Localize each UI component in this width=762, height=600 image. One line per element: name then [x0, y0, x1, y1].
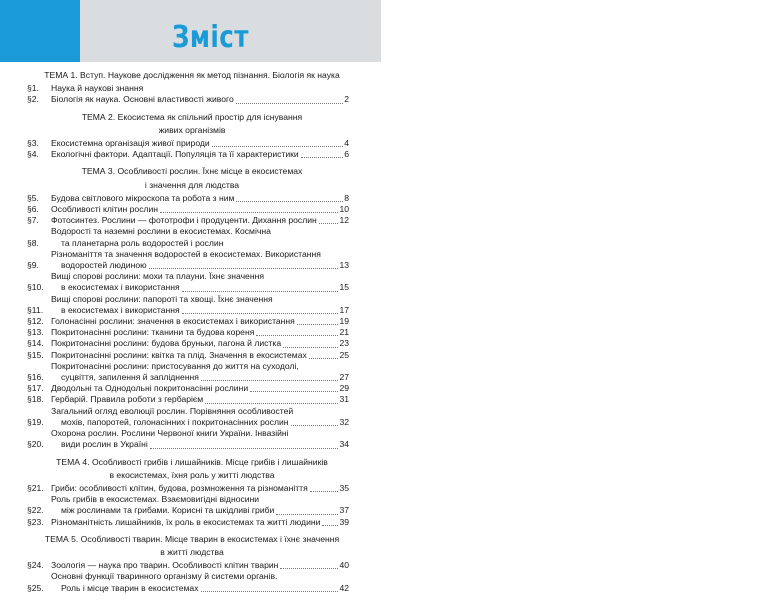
- page-title: Зміст: [172, 20, 249, 55]
- toc-entry[interactable]: [27, 517, 349, 528]
- dot-leader: [236, 201, 343, 202]
- section-number: §4.: [27, 149, 39, 160]
- section-number: §8.: [27, 237, 39, 248]
- dot-leader: [160, 212, 338, 213]
- toc-entry[interactable]: [27, 394, 349, 405]
- toc-entry[interactable]: [27, 406, 349, 428]
- entry-title: Наука й наукові знання: [51, 83, 144, 94]
- toc-entry[interactable]: [27, 204, 349, 215]
- section-number: §20.: [27, 439, 44, 450]
- page-number: 6: [344, 149, 349, 160]
- dot-leader: [150, 448, 339, 449]
- dot-leader: [182, 313, 339, 314]
- topic-heading: живих організмів: [158, 124, 226, 135]
- dot-leader: [319, 223, 339, 224]
- entry-title: між рослинами та грибами. Корисні та шкідливі гриби: [61, 505, 275, 516]
- page-number: 32: [339, 416, 349, 427]
- dot-leader: [322, 525, 338, 526]
- dot-leader: [310, 491, 339, 492]
- dot-leader: [291, 425, 339, 426]
- section-number: §1.: [27, 83, 39, 94]
- toc-entry[interactable]: [27, 483, 349, 494]
- entry-title: в екосистемах і використання: [61, 282, 180, 293]
- page-number: 8: [344, 192, 349, 203]
- page-number: 34: [339, 439, 349, 450]
- page-number: 25: [339, 349, 349, 360]
- dot-leader: [280, 568, 338, 569]
- toc-entry[interactable]: [27, 271, 349, 293]
- page-number: 40: [339, 560, 349, 571]
- toc-entry[interactable]: [27, 215, 349, 226]
- section-number: §19.: [27, 416, 44, 427]
- section-number: §24.: [27, 560, 44, 571]
- section-number: §18.: [27, 394, 44, 405]
- section-number: §23.: [27, 516, 44, 527]
- entry-title: Гербарій. Правила роботи з гербарієм: [51, 394, 204, 405]
- entry-title: Вищі спорові рослини: папороті та хвощі. Їхнє значення: [51, 293, 273, 304]
- topic-heading: ТЕМА 2. Екосистема як спільний простір для існування: [81, 111, 303, 122]
- page-number: 12: [339, 215, 349, 226]
- toc-entry[interactable]: [27, 149, 349, 160]
- topic-heading: ТЕМА 5. Особливості тварин. Місце тварин в екосистемах і їхнє значення: [44, 533, 340, 544]
- entry-title: Водорості та наземні рослини в екосистемах. Космічна: [51, 226, 271, 237]
- entry-title: Різноманітність лишайників, їх роль в екосистемах та житті людини: [51, 516, 321, 527]
- entry-title: водоростей людиною: [61, 260, 147, 271]
- entry-title: мохів, папоротей, голонасінних і покритонасінних рослин: [61, 416, 289, 427]
- section-number: §3.: [27, 138, 39, 149]
- dot-leader: [149, 268, 339, 269]
- section-number: §5.: [27, 192, 39, 203]
- section-number: §13.: [27, 327, 44, 338]
- page-number: 13: [339, 260, 349, 271]
- page-number: 10: [339, 204, 349, 215]
- toc-entry[interactable]: [27, 494, 349, 516]
- page-number: 17: [339, 304, 349, 315]
- section-number: §16.: [27, 372, 44, 383]
- toc-entry[interactable]: [27, 428, 349, 450]
- entry-title: та планетарна роль водоростей і рослин: [61, 237, 224, 248]
- entry-title: Гриби: особливості клітин, будова, розмноження та різноманіття: [51, 482, 308, 493]
- entry-title: суцвіття, запилення й запліднення: [61, 372, 199, 383]
- entry-title: Екологічні фактори. Адаптації. Популяція та її характеристики: [51, 149, 299, 160]
- entry-title: Роль і місце тварин в екосистемах: [61, 582, 199, 593]
- section-number: §2.: [27, 94, 39, 105]
- entry-title: Основні функції тваринного організму й системи органів.: [51, 571, 278, 582]
- section-number: §11.: [27, 304, 44, 315]
- page-number: 2: [344, 94, 349, 105]
- entry-title: в екосистемах і використання: [61, 304, 180, 315]
- topic-heading: в житті людства: [160, 546, 224, 557]
- entry-title: Зоологія — наука про тварин. Особливості клітин тварин: [51, 560, 279, 571]
- toc-entry[interactable]: [27, 249, 349, 271]
- toc-entry[interactable]: [27, 94, 349, 105]
- page-number: 23: [339, 338, 349, 349]
- entry-title: Голонасінні рослини: значення в екосистемах і використання: [51, 316, 295, 327]
- dot-leader: [276, 514, 338, 515]
- dot-leader: [283, 347, 338, 348]
- entry-title: Дводольні та Однодольні покритонасінні рослини: [51, 383, 249, 394]
- section-number: §9.: [27, 260, 39, 271]
- toc-entry[interactable]: [27, 350, 349, 361]
- page-number: 15: [339, 282, 349, 293]
- dot-leader: [297, 324, 339, 325]
- entry-title: Фотосинтез. Рослини — фототрофи і продуценти. Дихання рослин: [51, 215, 317, 226]
- section-number: §22.: [27, 505, 44, 516]
- toc-entry[interactable]: [27, 338, 349, 349]
- entry-title: Покритонасінні рослини: будова бруньки, пагона й листка: [51, 338, 282, 349]
- entry-title: Екосистемна організація живої природи: [51, 138, 210, 149]
- page-number: 39: [339, 516, 349, 527]
- entry-title: Охорона рослин. Рослини Червоної книги України. Інвазійні: [51, 428, 289, 439]
- section-number: §6.: [27, 204, 39, 215]
- entry-title: Покритонасінні рослини: пристосування до життя на суходолі,: [51, 360, 299, 371]
- topic-heading: ТЕМА 1. Вступ. Наукове дослідження як метод пізнання. Біологія як наука: [44, 70, 340, 80]
- topic-heading: і значення для людства: [144, 179, 240, 190]
- toc-entry[interactable]: [27, 571, 349, 593]
- section-number: §15.: [27, 349, 44, 360]
- entry-title: види рослин в Україні: [61, 439, 148, 450]
- toc-entry[interactable]: [27, 138, 349, 149]
- section-number: §10.: [27, 282, 44, 293]
- page-number: 19: [339, 316, 349, 327]
- dot-leader: [201, 591, 339, 592]
- section-number: §14.: [27, 338, 44, 349]
- entry-title: Біологія як наука. Основні властивості живого: [51, 94, 234, 105]
- entry-title: Особливості клітин рослин: [51, 204, 159, 215]
- topic-heading: ТЕМА 4. Особливості грибів і лишайників. Місце грибів і лишайників: [56, 456, 328, 467]
- dot-leader: [309, 358, 339, 359]
- entry-title: Загальний огляд еволюції рослин. Порівняння особливостей: [51, 405, 294, 416]
- dot-leader: [201, 380, 338, 381]
- toc-entry[interactable]: [27, 316, 349, 327]
- dot-leader: [250, 391, 338, 392]
- page-number: 31: [339, 394, 349, 405]
- table-of-contents: [27, 70, 349, 594]
- topic-heading: ТЕМА 3. Особливості рослин. Їхнє місце в екосистемах: [81, 166, 303, 177]
- dot-leader: [301, 157, 343, 158]
- entry-title: Покритонасінні рослини: квітка та плід. Значення в екосистемах: [51, 349, 307, 360]
- page-number: 35: [339, 482, 349, 493]
- page-number: 21: [339, 327, 349, 338]
- section-number: §12.: [27, 316, 44, 327]
- section-number: §17.: [27, 383, 44, 394]
- toc-entry[interactable]: [27, 193, 349, 204]
- section-number: §25.: [27, 582, 44, 593]
- page-number: 4: [344, 138, 349, 149]
- toc-entry[interactable]: [27, 294, 349, 316]
- entry-title: Покритонасінні рослини: тканини та будова кореня: [51, 327, 255, 338]
- dot-leader: [236, 103, 343, 104]
- dot-leader: [256, 335, 338, 336]
- section-number: §7.: [27, 215, 39, 226]
- section-number: §21.: [27, 482, 44, 493]
- page-number: 27: [339, 372, 349, 383]
- dot-leader: [212, 146, 343, 147]
- entry-title: Різноманіття та значення водоростей в екосистемах. Використання: [51, 248, 321, 259]
- entry-title: Роль грибів в екосистемах. Взаємовигідні відносини: [51, 494, 260, 505]
- entry-title: Вищі спорові рослини: мохи та плауни. Їхнє значення: [51, 271, 264, 282]
- page-number: 37: [339, 505, 349, 516]
- toc-entry[interactable]: [27, 560, 349, 571]
- dot-leader: [182, 291, 339, 292]
- toc-entry[interactable]: [27, 361, 349, 383]
- toc-entry[interactable]: [27, 226, 349, 248]
- toc-entry[interactable]: [27, 383, 349, 394]
- dot-leader: [205, 403, 338, 404]
- topic-heading: в екосистемах, їхня роль у житті людства: [109, 469, 275, 480]
- page-number: 29: [339, 383, 349, 394]
- toc-entry[interactable]: [27, 327, 349, 338]
- entry-title: Будова світлового мікроскопа та робота з ним: [51, 192, 235, 203]
- page-number: 42: [339, 582, 349, 593]
- toc-entry[interactable]: [27, 83, 349, 94]
